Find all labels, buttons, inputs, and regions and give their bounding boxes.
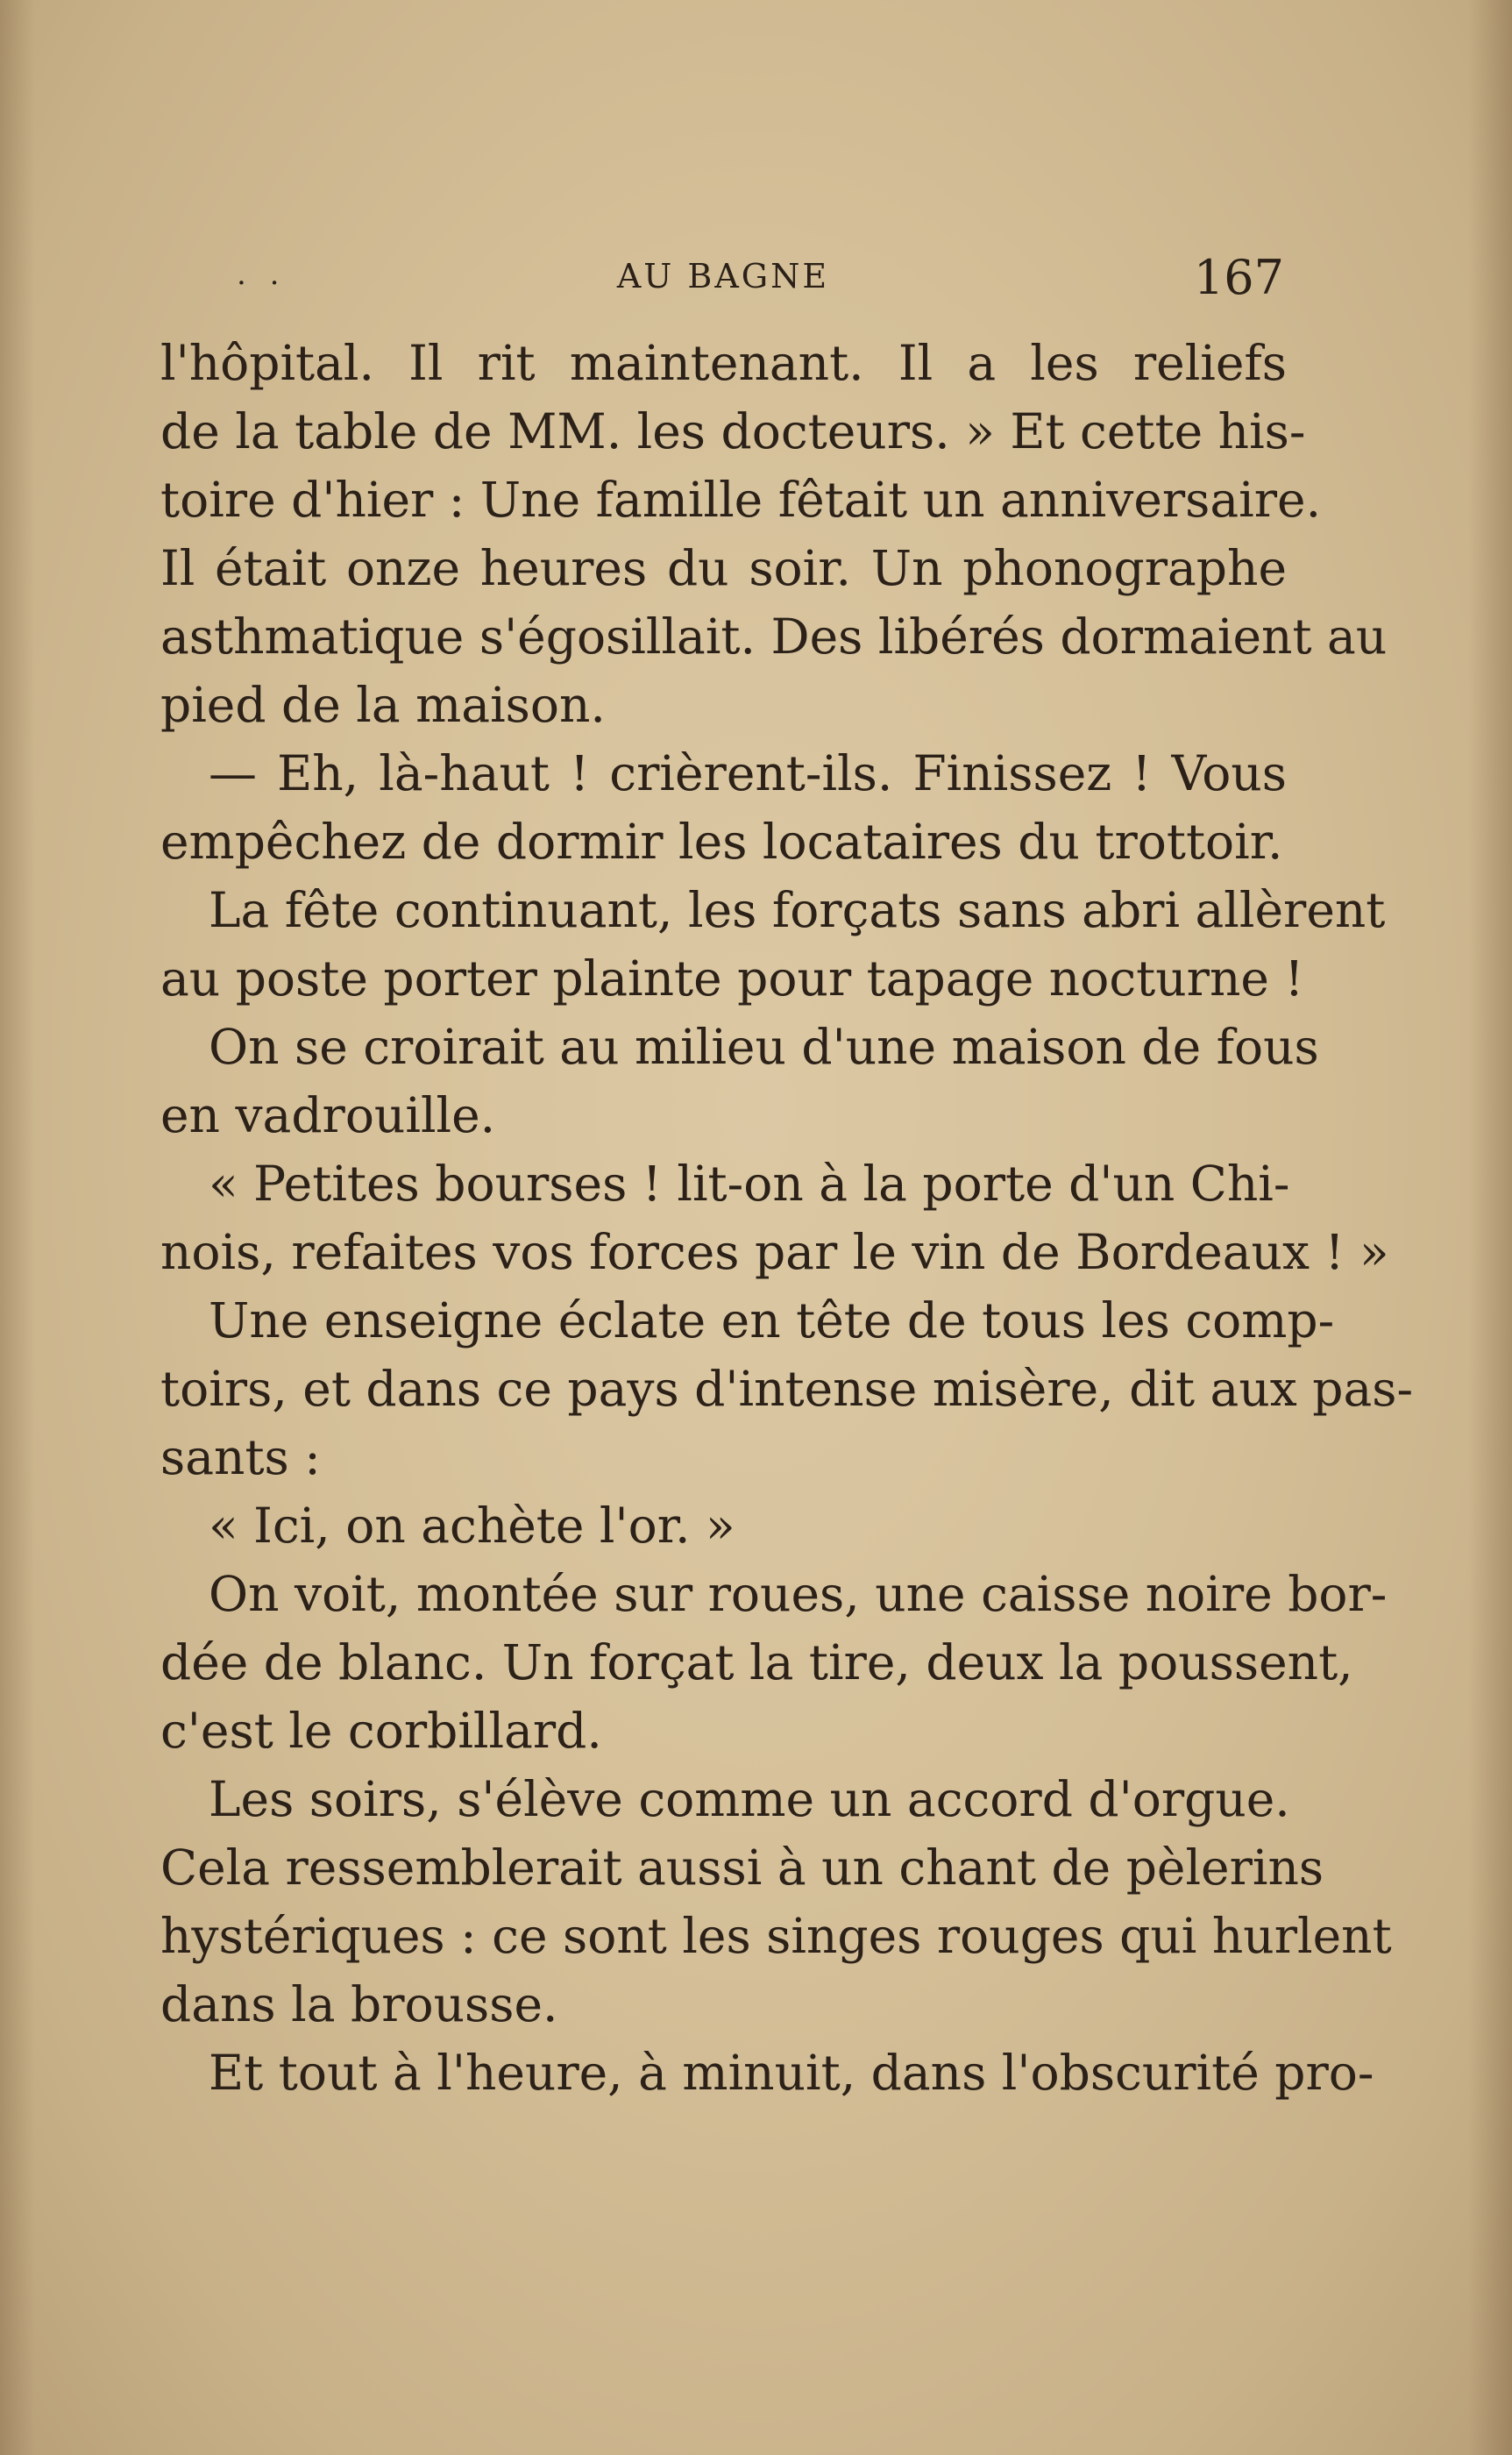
body-text [160,329,1414,2107]
text-line: Une enseigne éclate en tête de tous les comp- [209,1292,1335,1348]
text-line: hystériques : ce sont les singes rouges qui hurlent [160,1908,1392,1964]
text-line: de la table de MM. les docteurs. » Et cette his- [160,403,1306,459]
text-line: « Petites bourses ! lit-on à la porte d'un Chi- [209,1156,1290,1212]
running-header [162,250,1284,305]
text-line: nois, refaites vos forces par le vin de Bordeaux ! » [160,1224,1389,1280]
page-number: 167 [1193,250,1284,305]
text-line: dée de blanc. Un forçat la tire, deux la poussent, [160,1634,1353,1690]
text-line: asthmatique s'égosillait. Des libérés dormaient au [160,608,1388,665]
page-shadow-left [0,0,35,2455]
text-line: On se croirait au milieu d'une maison de fous [209,1019,1319,1075]
text-line: Et tout à l'heure, à minuit, dans l'obscurité pro- [209,2045,1374,2101]
header-title: AU BAGNE [616,257,830,295]
text-line: On voit, montée sur roues, une caisse noire bor- [209,1566,1388,1622]
text-line: La fête continuant, les forçats sans abri allèrent [209,882,1386,938]
text-line: Les soirs, s'élève comme un accord d'orgue. [209,1771,1290,1827]
text-line: Cela ressemblerait aussi à un chant de pèlerins [160,1839,1324,1896]
page-shadow-right [1468,0,1512,2455]
text-line: Il était onze heures du soir. Un phonographe [160,540,1287,596]
text-line: en vadrouille. [160,1087,496,1143]
header-dots: . . [237,257,287,292]
text-line: « Ici, on achète l'or. » [209,1498,735,1554]
text-line: au poste porter plainte pour tapage nocturne ! [160,950,1304,1007]
text-line: dans la brousse. [160,1976,558,2032]
text-line: sants : [160,1429,321,1485]
text-line: c'est le corbillard. [160,1703,602,1759]
text-line: toire d'hier : Une famille fêtait un anniversaire. [160,472,1322,528]
text-line: l'hôpital. Il rit maintenant. Il a les reliefs [160,335,1287,391]
text-line: pied de la maison. [160,677,606,733]
text-line: toirs, et dans ce pays d'intense misère, dit aux pas- [160,1361,1414,1417]
text-line: empêchez de dormir les locataires du trottoir. [160,814,1283,870]
text-line: — Eh, là-haut ! crièrent-ils. Finissez ! Vous [209,745,1287,801]
